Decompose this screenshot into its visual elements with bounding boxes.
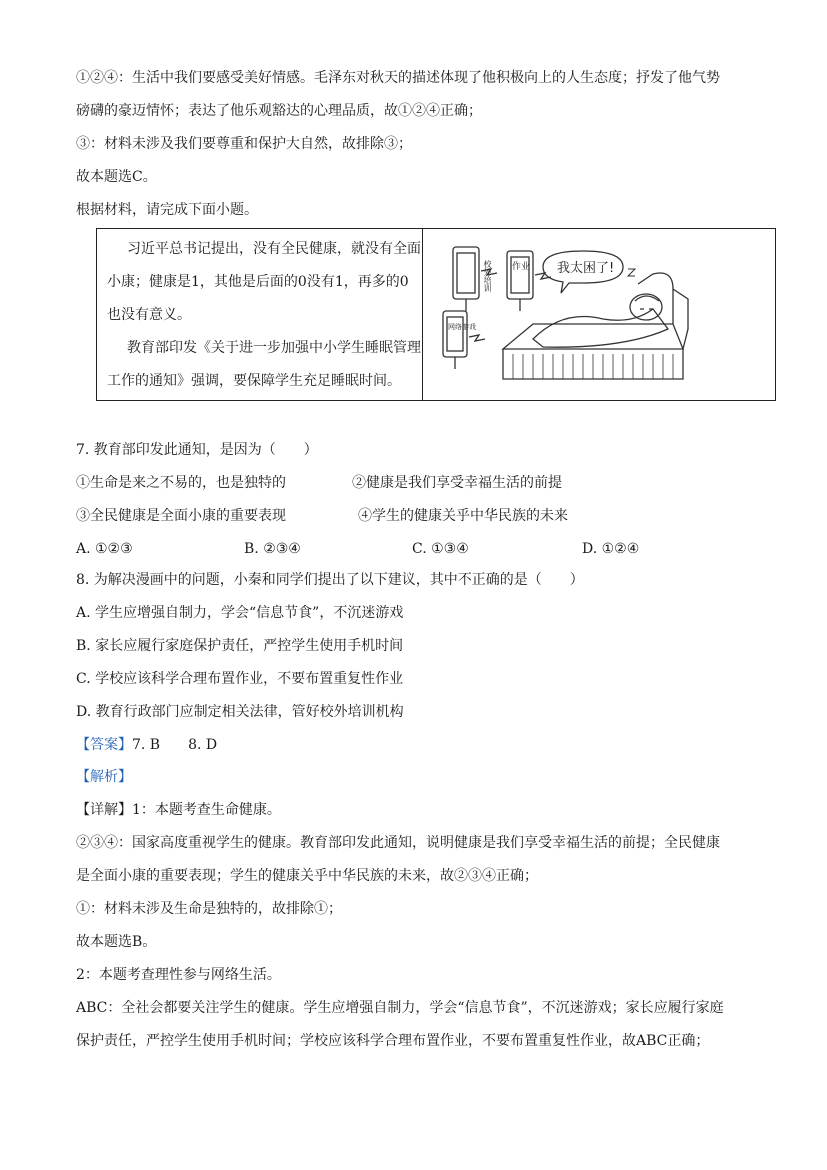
option-a: A. 学生应增强自制力，学会“信息节食”，不沉迷游戏 (76, 605, 404, 621)
text-line: 【详解】1：本题考查生命健康。 (76, 802, 281, 818)
material-line: 小康；健康是1，其他是后面的0没有1，再多的0 (107, 274, 409, 290)
sign-text-part: 校外培训 (460, 260, 492, 269)
question-stem: 7. 教育部印发此通知，是因为（ ） (76, 442, 318, 458)
analysis-label: 【解析】 (76, 769, 132, 785)
answer-line (76, 735, 217, 755)
answer-label: 【答案】 (76, 737, 132, 753)
material-text-cell (97, 229, 423, 400)
sign-text: 网络游戏 (448, 323, 476, 331)
material-line: 也没有意义。 (107, 307, 191, 323)
text-line: ①：材料未涉及生命是独特的，故排除①； (76, 901, 342, 917)
option-c: C. 学校应该科学合理布置作业，不要布置重复性作业 (76, 671, 404, 687)
text-line: 磅礴的豪迈情怀；表达了他乐观豁达的心理品质，故①②④正确； (76, 103, 482, 119)
text-line: 故本题选C。 (76, 169, 157, 185)
material-table (96, 228, 776, 401)
text-line: 保护责任，严控学生使用手机时间；学校应该科学合理布置作业，不要布置重复性作业，故ABC正确； (76, 1033, 710, 1049)
cartoon-cell (423, 229, 775, 400)
text-line: ③：材料未涉及我们要尊重和保护大自然，故排除③； (76, 136, 412, 152)
text-line: 是全面小康的重要表现；学生的健康关乎中华民族的未来，故②③④正确； (76, 868, 538, 884)
material-line: 教育部印发《关于进一步加强中小学生睡眠管理 (127, 340, 421, 356)
text-line: 根据材料，请完成下面小题。 (76, 202, 258, 218)
statement: ③全民健康是全面小康的重要表现 (76, 508, 286, 524)
cartoon-illustration (423, 229, 775, 400)
option-d: D. ①②④ (582, 541, 640, 557)
statement: ④学生的健康关乎中华民族的未来 (358, 508, 568, 524)
option-a: A. ①②③ (76, 541, 133, 557)
material-line: 习近平总书记提出，没有全民健康，就没有全面 (127, 241, 421, 257)
text-line: ABC：全社会都要关注学生的健康。学生应增强自制力，学会“信息节食”，不沉迷游戏；家长应履行家庭 (76, 1000, 724, 1016)
option-b: B. 家长应履行家庭保护责任，严控学生使用手机时间 (76, 638, 404, 654)
question-stem: 8. 为解决漫画中的问题，小秦和同学们提出了以下建议，其中不正确的是（ ） (76, 572, 584, 588)
text-line: 故本题选B。 (76, 934, 157, 950)
text-line: ①②④：生活中我们要感受美好情感。毛泽东对秋天的描述体现了他积极向上的人生态度；抒发了他气势 (76, 70, 720, 86)
sign-text: 作业 (512, 262, 531, 272)
speech-bubble-text: 我太困了! (557, 261, 615, 276)
text-line: 2：本题考查理性参与网络生活。 (76, 967, 281, 983)
statement: ①生命是来之不易的，也是独特的 (76, 475, 286, 491)
sign-text (460, 259, 492, 293)
text-line: ②③④：国家高度重视学生的健康。教育部印发此通知，说明健康是我们享受幸福生活的前提；全民健康 (76, 835, 720, 851)
option-d: D. 教育行政部门应制定相关法律，管好校外培训机构 (76, 704, 404, 720)
statement: ②健康是我们享受幸福生活的前提 (352, 475, 562, 491)
option-c: C. ①③④ (412, 541, 469, 557)
material-line: 工作的通知》强调，要保障学生充足睡眠时间。 (107, 373, 401, 389)
option-b: B. ②③④ (244, 541, 301, 557)
answer-text: 7. B 8. D (132, 737, 218, 753)
